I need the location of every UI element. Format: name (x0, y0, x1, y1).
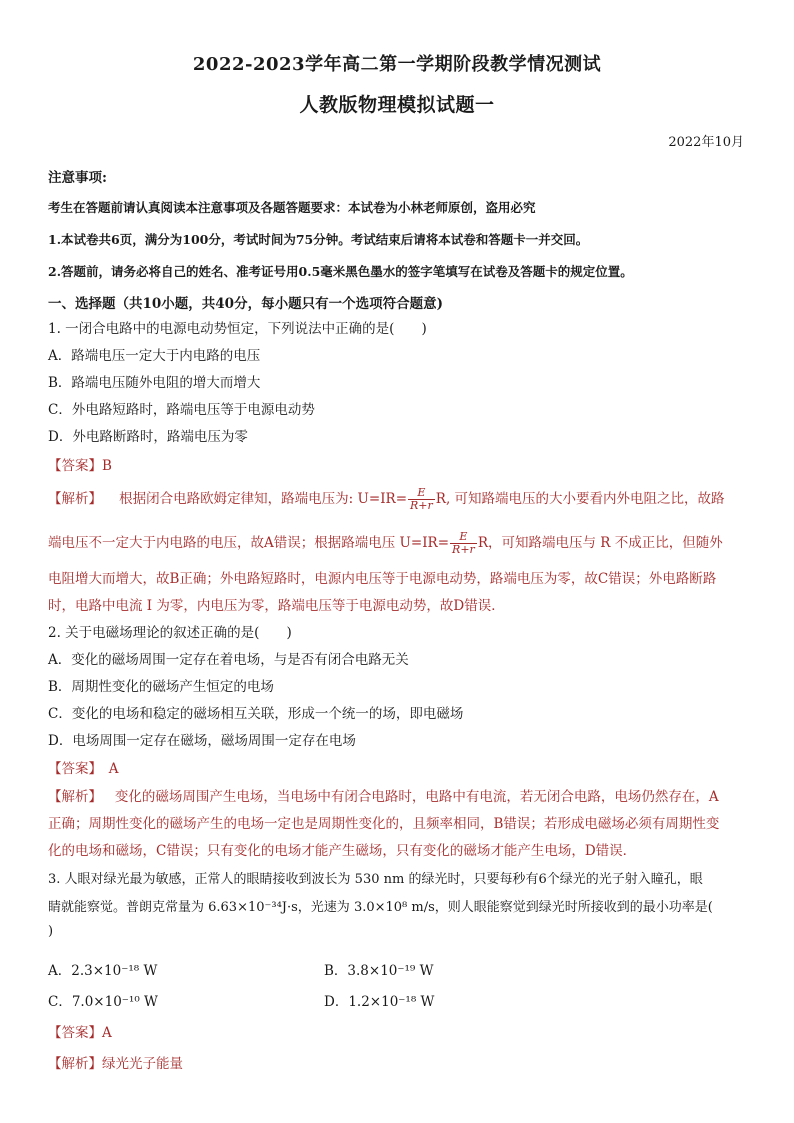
q3-option-c: C．7.0×10⁻¹⁰ W (48, 994, 158, 1010)
analysis-label: 【解析】 (48, 1056, 102, 1072)
notes-intro: 考生在答题前请认真阅读本注意事项及各题答题要求：本试卷为小林老师原创，盗用必究 (48, 200, 536, 215)
q1-option-a: A．路端电压一定大于内电路的电压 (48, 348, 261, 364)
analysis-text: 绿光光子能量 (102, 1056, 183, 1072)
analysis-text: R，可知路端电压与 R 不成正比，但随外 (477, 535, 723, 551)
q1-option-b: B．路端电压随外电阻的增大而增大 (48, 375, 261, 391)
analysis-text: 端电压不一定大于内电路的电压，故A错误；根据路端电压 U=IR= (48, 535, 450, 551)
q2-option-c: C．变化的电场和稳定的磁场相互关联，形成一个统一的场，即电磁场 (48, 706, 464, 722)
notes-heading: 注意事项: (48, 170, 107, 186)
q1-analysis-line-4: 时，电路中电流 I 为零，内电压为零，路端电压等于电源电动势，故D错误． (48, 598, 505, 614)
analysis-text: 根据闭合电路欧姆定律知，路端电压为: U=IR= (119, 491, 408, 507)
q3-option-d: D．1.2×10⁻¹⁸ W (324, 994, 435, 1010)
exam-subtitle: 人教版物理模拟试题一 (299, 94, 495, 116)
notes-item-1: 1.本试卷共6页，满分为100分，考试时间为75分钟。考试结束后请将本试卷和答题卡一并交回。 (48, 232, 589, 247)
q1-analysis-line-2 (48, 531, 748, 556)
exam-date: 2022年10月 (668, 135, 744, 150)
q3-option-b: B．3.8×10⁻¹⁹ W (324, 963, 434, 979)
q3-analysis-line-1 (48, 1052, 748, 1072)
q2-option-a: A．变化的磁场周围一定存在着电场，与是否有闭合电路无关 (48, 652, 409, 668)
q1-analysis-line-3: 电阻增大而增大，故B正确；外电路短路时，电源内电压等于电源电动势，路端电压为零，故C错误；外电路断路 (48, 571, 717, 587)
notes-item-2: 2.答题前，请务必将自己的姓名、准考证号用0.5毫米黑色墨水的签字笔填写在试卷及答题卡的规定位置。 (48, 264, 633, 279)
q3-option-a: A．2.3×10⁻¹⁸ W (48, 963, 158, 979)
q2-analysis-line-3: 化的电场和磁场，C错误；只有变化的电场才能产生磁场，只有变化的磁场才能产生电场，D错误． (48, 843, 637, 859)
q3-stem-line-2: 睛就能察觉。普朗克常量为 6.63×10⁻³⁴J·s，光速为 3.0×10⁸ m/s，则人眼能察觉到绿光时所接收到的最小功率是( (48, 900, 713, 915)
q3-stem-line-3: ) (48, 924, 54, 939)
fraction-e-over-r-plus-r: $\frac{E}{R+r}$ (410, 486, 433, 512)
q1-analysis-line-1 (48, 487, 748, 512)
analysis-text: 变化的磁场周围产生电场，当电场中有闭合电路时，电路中有电流，若无闭合电路，电场仍然存在，A (114, 789, 719, 805)
analysis-text: R, 可知路端电压的大小要看内外电阻之比，故路 (435, 491, 725, 507)
analysis-label: 【解析】 (48, 789, 102, 805)
fraction-e-over-r-plus-r: $\frac{E}{R+r}$ (452, 530, 475, 556)
q1-answer: 【答案】B (48, 458, 112, 474)
q1-stem: 1. 一闭合电路中的电源电动势恒定，下列说法中正确的是( ) (48, 321, 427, 337)
q2-option-b: B．周期性变化的磁场产生恒定的电场 (48, 679, 274, 695)
q2-option-d: D．电场周围一定存在磁场，磁场周围一定存在电场 (48, 733, 356, 749)
q1-option-d: D．外电路断路时，路端电压为零 (48, 429, 248, 445)
q3-answer: 【答案】A (48, 1025, 112, 1041)
q1-option-c: C．外电路短路时，路端电压等于电源电动势 (48, 402, 315, 418)
analysis-label: 【解析】 (48, 491, 102, 507)
q2-analysis-line-2: 正确；周期性变化的磁场产生的电场一定也是周期性变化的，且频率相同，B错误；若形成电磁场必须有周期性变 (48, 816, 720, 832)
section-heading: 一、选择题（共10小题，共40分，每小题只有一个选项符合题意) (48, 296, 443, 312)
q2-stem: 2. 关于电磁场理论的叙述正确的是( ) (48, 625, 292, 641)
q2-answer: 【答案】 A (48, 761, 119, 777)
q3-stem-line-1: 3. 人眼对绿光最为敏感，正常人的眼睛接收到波长为 530 nm 的绿光时，只要每秒有6个绿光的光子射入瞳孔，眼 (48, 872, 703, 887)
exam-title: 2022-2023学年高二第一学期阶段教学情况测试 (192, 54, 602, 75)
q2-analysis-line-1 (48, 785, 748, 805)
